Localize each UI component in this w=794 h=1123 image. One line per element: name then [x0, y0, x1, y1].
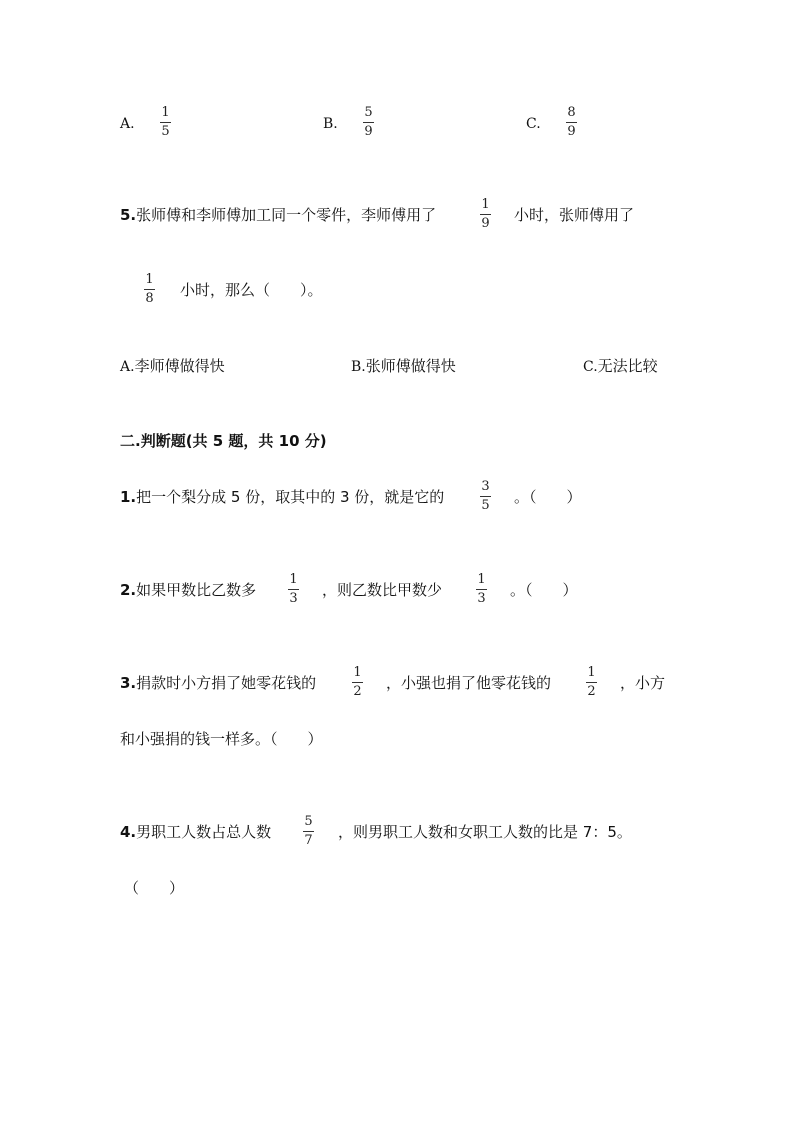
j1-fraction	[480, 480, 491, 513]
q5-option-b: B.张师傅做得快	[351, 357, 456, 375]
j3-text-a: 3.捐款时小方捐了她零花钱的	[120, 674, 317, 692]
j2-text-b: ，则乙数比甲数少	[322, 581, 443, 599]
j1-text-b: 。（ ）	[514, 488, 582, 506]
j4-text-c: （ ）	[124, 879, 185, 897]
q5-number: 5.	[120, 206, 137, 224]
fraction-numerator: 1	[145, 272, 154, 287]
j2-text-c: 。（ ）	[510, 581, 578, 599]
fraction-denominator: 9	[364, 124, 373, 139]
q4-option-a-label: A.	[120, 116, 135, 132]
q5-option-c: C.无法比较	[583, 357, 658, 375]
fraction-denominator: 3	[477, 591, 486, 606]
j4-text-b: ，则男职工人数和女职工人数的比是 7：5。	[338, 823, 632, 841]
fraction-numerator: 1	[477, 572, 486, 587]
fraction-numerator: 1	[481, 197, 490, 212]
q5-option-a: A.李师傅做得快	[120, 357, 225, 375]
fraction-numerator: 5	[364, 105, 373, 120]
j3-fraction-2	[586, 666, 597, 699]
fraction-denominator: 9	[567, 124, 576, 139]
j1-text-a: 1.把一个梨分成 5 份，取其中的 3 份，就是它的	[120, 488, 445, 506]
fraction-numerator: 1	[161, 105, 170, 120]
fraction-denominator: 5	[481, 498, 490, 513]
q5-line1-text	[120, 205, 436, 225]
fraction-numerator: 5	[304, 814, 313, 829]
q5-fraction-2	[144, 273, 155, 306]
fraction-denominator: 3	[289, 591, 298, 606]
q4-option-a-fraction	[160, 106, 171, 139]
q5-text-a: 张师傅和李师傅加工同一个零件，李师傅用了	[136, 206, 437, 224]
j2-text-a: 2.如果甲数比乙数多	[120, 581, 257, 599]
fraction-denominator: 5	[161, 124, 170, 139]
q5-text-b: 小时，张师傅用了	[514, 206, 635, 224]
fraction-denominator: 2	[353, 684, 362, 699]
q4-option-b-fraction	[363, 106, 374, 139]
fraction-numerator: 1	[353, 665, 362, 680]
q5-fraction-1	[480, 198, 491, 231]
fraction-denominator: 7	[304, 833, 313, 848]
fraction-numerator: 3	[481, 479, 490, 494]
j3-text-c: ，小方	[620, 674, 666, 692]
j4-text-a: 4.男职工人数占总人数	[120, 823, 272, 841]
fraction-denominator: 2	[587, 684, 596, 699]
section-title-judgement: 二.判断题(共 5 题，共 10 分)	[120, 432, 327, 450]
q4-option-c-fraction	[566, 106, 577, 139]
fraction-denominator: 8	[145, 291, 154, 306]
j2-fraction-1	[288, 573, 299, 606]
j2-fraction-2	[476, 573, 487, 606]
j3-text-d: 和小强捐的钱一样多。（ ）	[120, 730, 323, 748]
q5-text-c: 小时，那么（ ）。	[180, 281, 323, 299]
q4-option-c-label: C.	[526, 116, 541, 132]
fraction-denominator: 9	[481, 216, 490, 231]
fraction-numerator: 1	[289, 572, 298, 587]
q4-option-b-label: B.	[323, 116, 338, 132]
j3-text-b: ，小强也捐了他零花钱的	[386, 674, 552, 692]
fraction-numerator: 8	[567, 105, 576, 120]
j4-fraction	[303, 815, 314, 848]
fraction-numerator: 1	[587, 665, 596, 680]
j3-fraction-1	[352, 666, 363, 699]
